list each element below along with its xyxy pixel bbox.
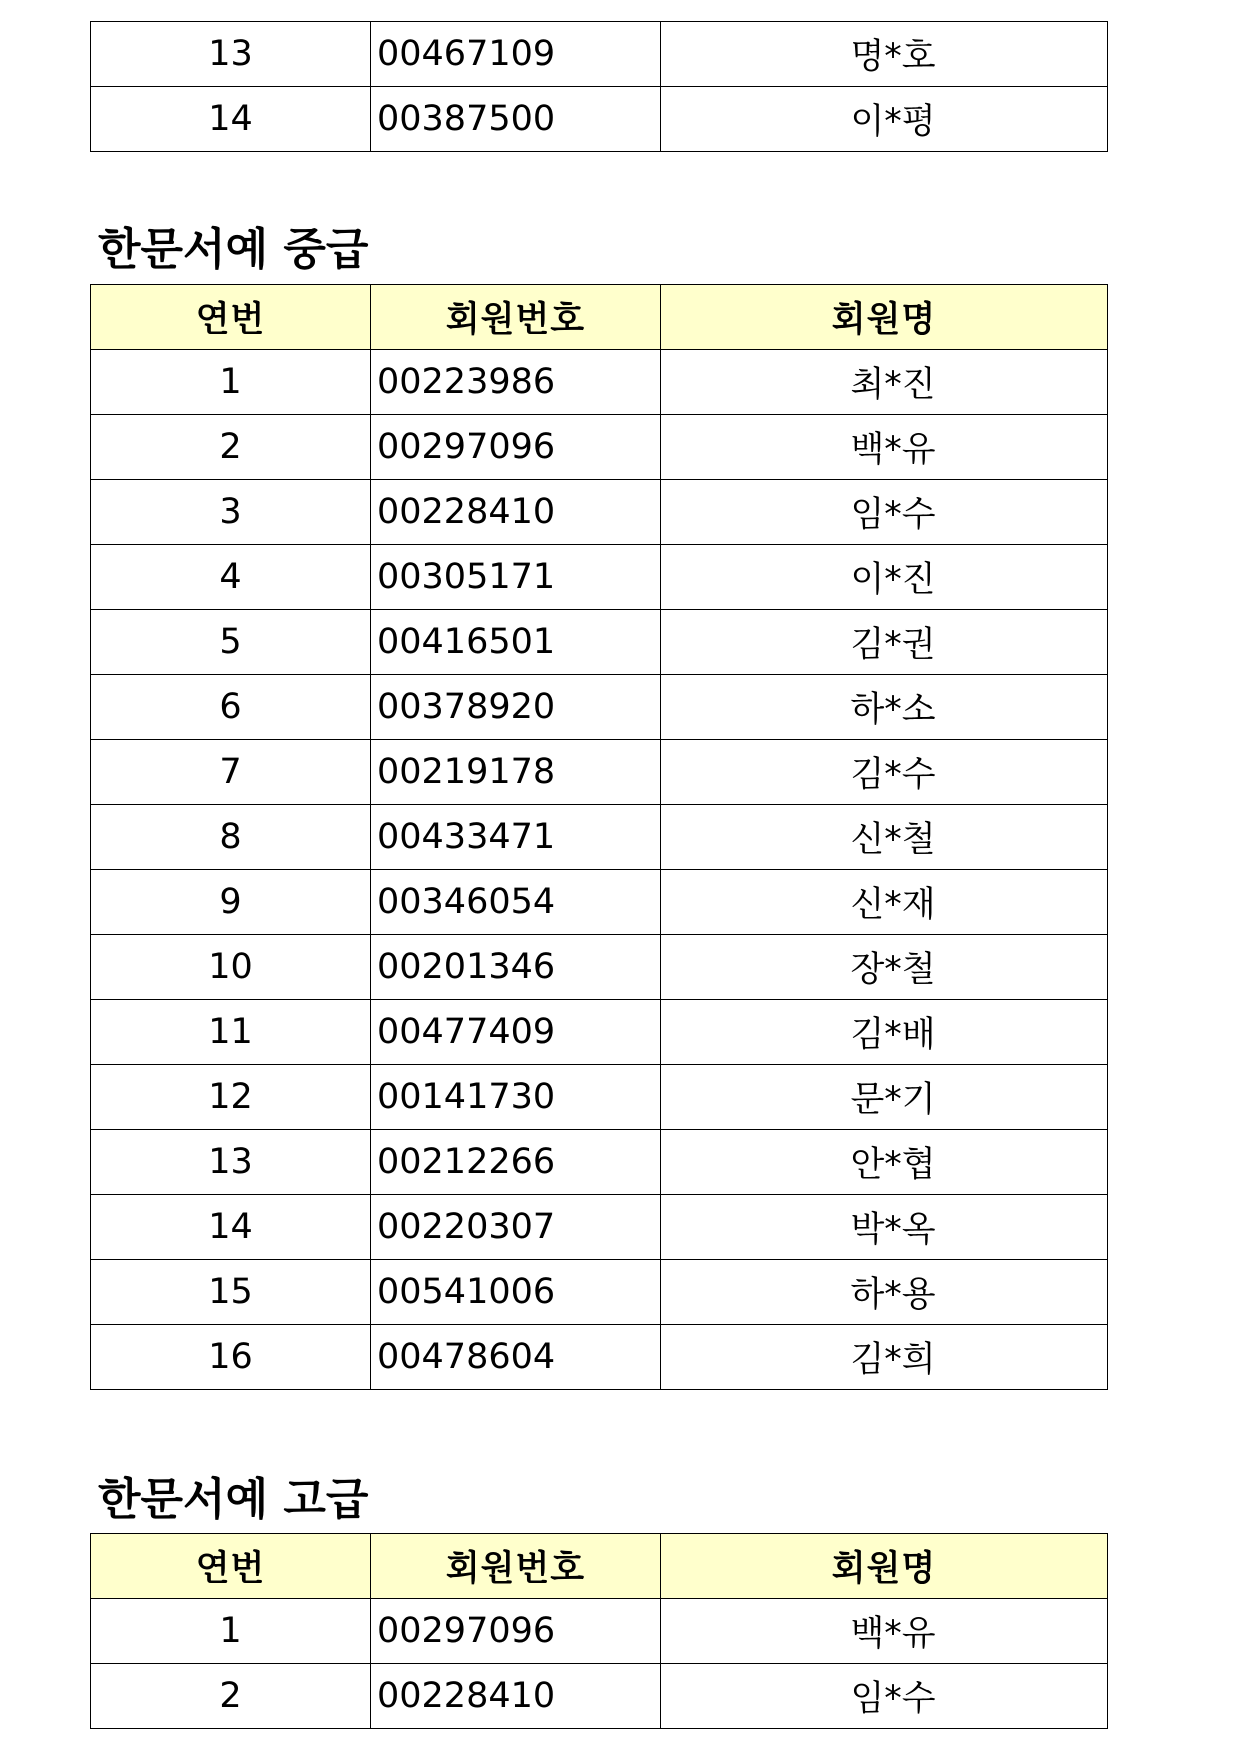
section-title-advanced: 한문서예 고급 [98, 1474, 369, 1525]
member-id-cell: 00541006 [371, 1260, 661, 1325]
member-id-cell: 00228410 [371, 480, 661, 545]
seq-cell: 1 [91, 350, 371, 415]
member-name-cell: 박*옥 [661, 1195, 1108, 1260]
member-id-cell: 00212266 [371, 1130, 661, 1195]
member-name-cell: 백*유 [661, 415, 1108, 480]
member-name-cell: 백*유 [661, 1599, 1108, 1664]
seq-cell: 4 [91, 545, 371, 610]
table-row [91, 1664, 1108, 1729]
seq-cell: 9 [91, 870, 371, 935]
member-name-cell: 김*수 [661, 740, 1108, 805]
member-id-cell: 00467109 [371, 22, 661, 87]
table-row [91, 87, 1108, 152]
section-title-intermediate: 한문서예 중급 [98, 224, 369, 275]
table-row [91, 1195, 1108, 1260]
member-name-cell: 하*용 [661, 1260, 1108, 1325]
header-member-id: 회원번호 [371, 1534, 661, 1599]
member-id-cell: 00297096 [371, 415, 661, 480]
member-id-cell: 00346054 [371, 870, 661, 935]
table-row [91, 350, 1108, 415]
seq-cell: 13 [91, 1130, 371, 1195]
member-name-cell: 임*수 [661, 480, 1108, 545]
seq-cell: 3 [91, 480, 371, 545]
member-name-cell: 김*권 [661, 610, 1108, 675]
member-id-cell: 00141730 [371, 1065, 661, 1130]
member-id-cell: 00416501 [371, 610, 661, 675]
seq-cell: 14 [91, 1195, 371, 1260]
table-row [91, 480, 1108, 545]
member-id-cell: 00478604 [371, 1325, 661, 1390]
table-row [91, 870, 1108, 935]
member-id-cell: 00305171 [371, 545, 661, 610]
member-id-cell: 00220307 [371, 1195, 661, 1260]
table-row [91, 22, 1108, 87]
seq-cell: 8 [91, 805, 371, 870]
seq-cell: 14 [91, 87, 371, 152]
seq-cell: 15 [91, 1260, 371, 1325]
member-id-cell: 00228410 [371, 1664, 661, 1729]
continued-member-table [90, 21, 1108, 152]
member-name-cell: 문*기 [661, 1065, 1108, 1130]
intermediate-member-table [90, 284, 1108, 1390]
table-row [91, 1130, 1108, 1195]
seq-cell: 16 [91, 1325, 371, 1390]
member-id-cell: 00477409 [371, 1000, 661, 1065]
table-row [91, 415, 1108, 480]
member-name-cell: 명*호 [661, 22, 1108, 87]
member-name-cell: 이*평 [661, 87, 1108, 152]
member-name-cell: 최*진 [661, 350, 1108, 415]
seq-cell: 6 [91, 675, 371, 740]
seq-cell: 2 [91, 1664, 371, 1729]
header-member-name: 회원명 [661, 1534, 1108, 1599]
table-row [91, 1260, 1108, 1325]
seq-cell: 13 [91, 22, 371, 87]
header-member-id: 회원번호 [371, 285, 661, 350]
member-id-cell: 00387500 [371, 87, 661, 152]
member-name-cell: 장*철 [661, 935, 1108, 1000]
table-row [91, 1599, 1108, 1664]
table-row [91, 805, 1108, 870]
seq-cell: 10 [91, 935, 371, 1000]
advanced-member-table [90, 1533, 1108, 1729]
seq-cell: 5 [91, 610, 371, 675]
table-row [91, 935, 1108, 1000]
header-member-name: 회원명 [661, 285, 1108, 350]
table-row [91, 740, 1108, 805]
table-header-row [91, 1534, 1108, 1599]
member-id-cell: 00297096 [371, 1599, 661, 1664]
member-name-cell: 김*배 [661, 1000, 1108, 1065]
member-id-cell: 00433471 [371, 805, 661, 870]
table-row [91, 675, 1108, 740]
member-name-cell: 신*철 [661, 805, 1108, 870]
member-name-cell: 임*수 [661, 1664, 1108, 1729]
table-row [91, 1065, 1108, 1130]
seq-cell: 12 [91, 1065, 371, 1130]
member-id-cell: 00378920 [371, 675, 661, 740]
member-name-cell: 안*협 [661, 1130, 1108, 1195]
table-row [91, 545, 1108, 610]
seq-cell: 11 [91, 1000, 371, 1065]
table-row [91, 1000, 1108, 1065]
member-id-cell: 00219178 [371, 740, 661, 805]
member-name-cell: 이*진 [661, 545, 1108, 610]
header-seq: 연번 [91, 1534, 371, 1599]
header-seq: 연번 [91, 285, 371, 350]
member-name-cell: 신*재 [661, 870, 1108, 935]
seq-cell: 2 [91, 415, 371, 480]
seq-cell: 1 [91, 1599, 371, 1664]
member-name-cell: 하*소 [661, 675, 1108, 740]
table-row [91, 610, 1108, 675]
member-id-cell: 00201346 [371, 935, 661, 1000]
table-row [91, 1325, 1108, 1390]
table-header-row [91, 285, 1108, 350]
member-id-cell: 00223986 [371, 350, 661, 415]
member-name-cell: 김*희 [661, 1325, 1108, 1390]
seq-cell: 7 [91, 740, 371, 805]
